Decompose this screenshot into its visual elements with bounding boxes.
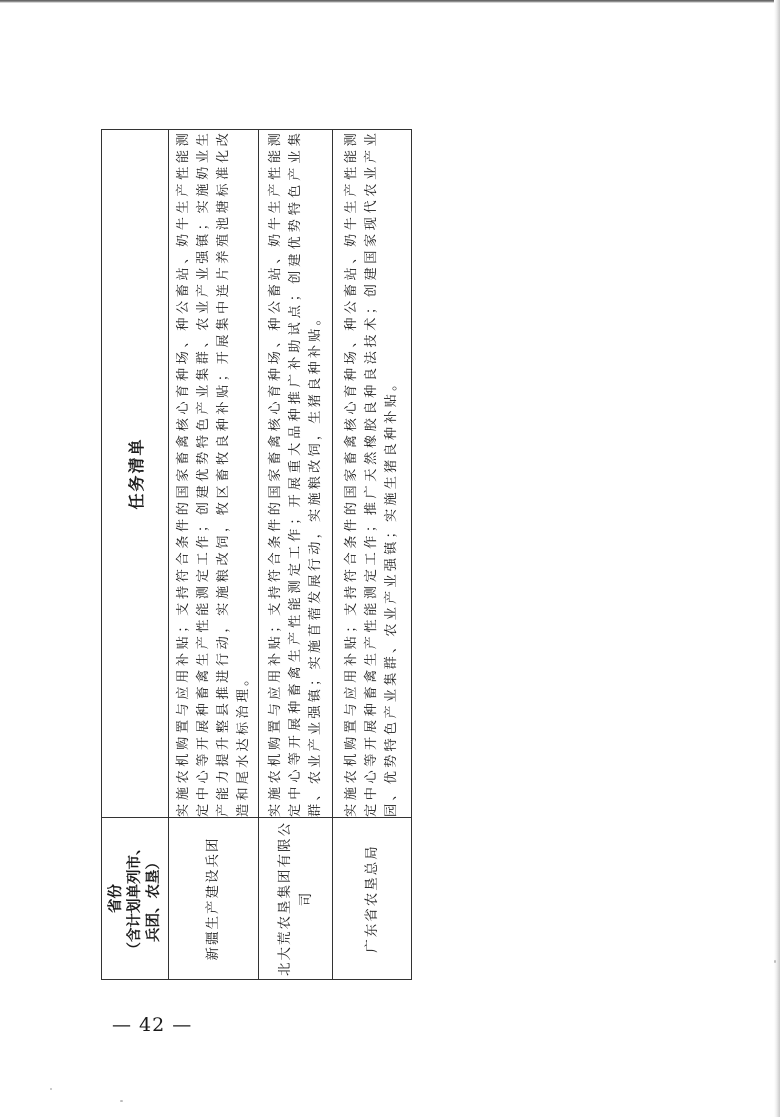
table-row — [333, 130, 412, 980]
row-province: 广东省农垦总局 — [333, 818, 412, 980]
task-list-table — [101, 129, 412, 980]
rotated-table-container — [101, 130, 411, 980]
scan-speck — [774, 960, 776, 963]
rotated-table-frame — [101, 130, 411, 980]
row-task: 实施农机购置与应用补贴；支持符合条件的国家畜禽核心育种场、种公畜站、奶牛生产性能测定中心等开展种畜禽生产性能测定工作；推广天然橡胶良种良法技术；创建国家现代农业产业园、优势特色产业集群、农业产业强镇；实施生猪良种补贴。 — [333, 130, 412, 818]
scan-edge-right — [774, 0, 780, 1117]
table-row — [259, 130, 333, 980]
row-province: 北大荒农垦集团有限公司 — [259, 818, 333, 980]
table-header-row — [102, 130, 169, 980]
scan-edge-top — [0, 0, 780, 3]
row-province: 新疆生产建设兵团 — [169, 818, 259, 980]
scan-speck — [50, 1088, 52, 1090]
header-province-line1: 省份 — [107, 884, 124, 913]
table-row — [169, 130, 259, 980]
page-number: — 42 — — [112, 1014, 193, 1036]
header-province — [102, 818, 169, 980]
row-task: 实施农机购置与应用补贴；支持符合条件的国家畜禽核心育种场、种公畜站、奶牛生产性能测定中心等开展种畜禽生产性能测定工作；创建优势特色产业集群、农业产业强镇；实施奶业生产能力提升整县推进行动，实施粮改饲，牧区畜牧良种补贴；开展集中连片养殖池塘标准化改造和尾水达标治理。 — [169, 130, 259, 818]
header-tasks: 任务清单 — [102, 130, 169, 818]
header-province-line3: 兵团、农垦） — [145, 855, 162, 942]
header-province-line2: （含计划单列市、 — [126, 840, 143, 957]
scan-speck — [120, 1100, 123, 1102]
row-task: 实施农机购置与应用补贴；支持符合条件的国家畜禽核心育种场、种公畜站、奶牛生产性能测定中心等开展种畜禽生产性能测定工作；开展重大品种推广补助试点；创建优势特色产业集群、农业产业强镇；实施苜蓿发展行动，实施粮改饲，生猪良种补贴。 — [259, 130, 333, 818]
